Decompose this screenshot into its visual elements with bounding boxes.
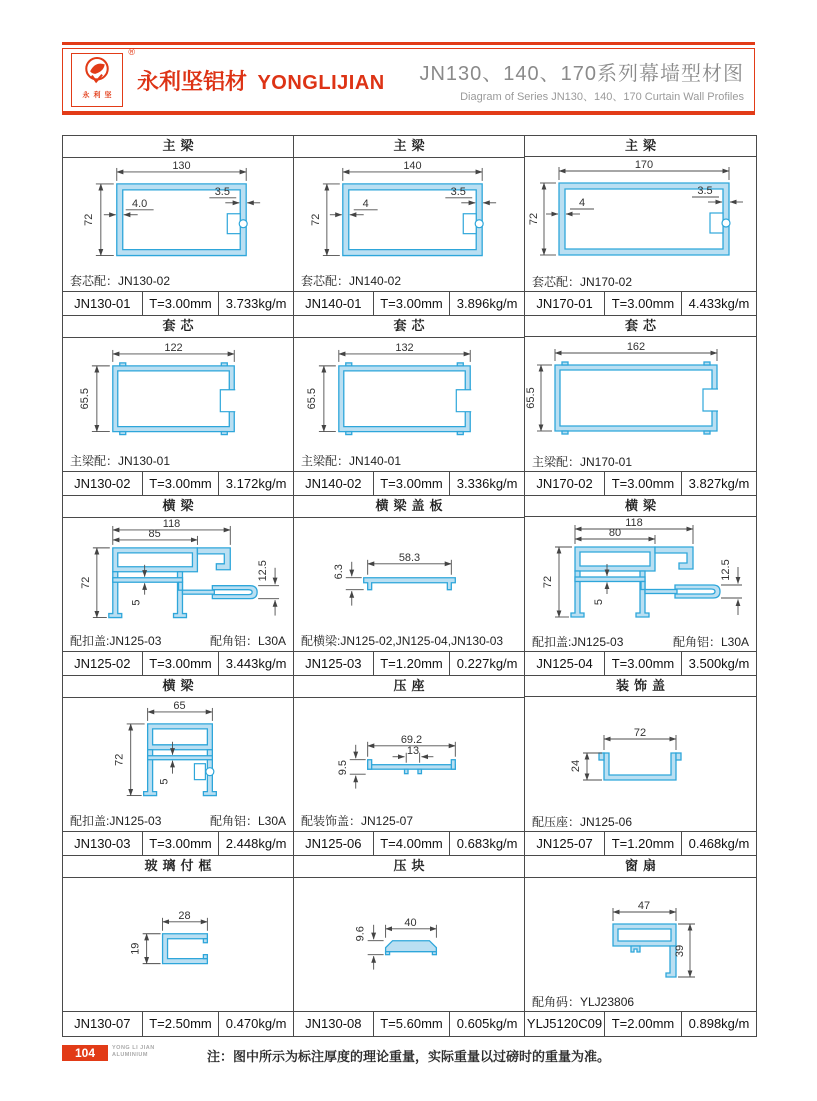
profile-title: 横梁 [525,496,756,517]
dim-label: 5 [593,599,605,606]
dim-label: 6.3 [332,563,345,579]
profile-drawing [63,698,293,812]
page-footer-note: 注：图中所示为标注厚度的理论重量，实际重量以过磅时的重量为准。 [206,1049,610,1064]
profile-drawing [525,878,756,992]
profile-card-jn125-06 [294,676,525,856]
profile-note-left: 配角码：YLJ23806 [532,995,635,1010]
profile-note-left: 套芯配：JN130-02 [70,274,171,289]
profile-note-left: 主梁配：JN140-01 [301,454,402,469]
dim-label: 58.3 [398,551,421,564]
profile-card-ylj5120c09 [525,856,756,1036]
profile-card-jn130-08 [294,856,525,1036]
dim-label: 12.5 [257,559,270,581]
dim-label: 3.5 [697,185,713,198]
dim-label: 140 [403,159,422,172]
profile-thickness: T=1.20mm [373,652,450,675]
profile-card-jn125-04 [525,496,756,676]
profile-thickness: T=3.00mm [142,652,219,675]
brand-logo-characters: 永利坚 [82,92,116,99]
profile-weight: 3.336kg/m [449,472,524,495]
profile-cross-section-svg [63,698,293,812]
brand-logo-box [71,53,123,107]
profile-cross-section-svg [525,157,756,271]
profile-cross-section-svg [294,158,524,272]
profile-model: JN140-01 [305,295,362,311]
dim-label: 118 [162,517,181,530]
profile-weight: 3.443kg/m [218,652,293,675]
profile-note-left: 主梁配：JN170-01 [532,454,633,469]
profile-cross-section-svg [294,878,524,992]
profile-title: 主梁 [525,136,756,157]
profile-card-jn130-02 [63,316,294,496]
brand-name [137,65,385,96]
dim-label: 72 [633,727,647,740]
dim-label: 5 [130,599,143,606]
profile-thickness: T=3.00mm [373,472,450,495]
profile-drawing [525,697,756,811]
profile-title: 套芯 [525,316,756,337]
profile-spec-row [63,831,293,855]
dim-label: 28 [178,909,191,922]
profile-card-jn125-07 [525,676,756,856]
dim-label: 72 [79,576,92,589]
brand-logo [71,47,135,107]
profile-note-left: 套芯配：JN140-02 [301,274,402,289]
profile-card-jn130-03 [63,676,294,856]
dim-label: 162 [626,341,646,354]
dim-label: 72 [82,213,95,226]
dim-label: 5 [158,778,171,785]
profile-cross-section-svg [525,337,756,451]
profile-spec-row [63,1011,293,1036]
profile-thickness: T=1.20mm [604,832,681,855]
profile-card-jn125-03 [294,496,525,676]
profile-weight: 0.227kg/m [449,652,524,675]
profile-model: JN170-02 [536,475,593,491]
dim-label: 4 [578,197,586,210]
profile-drawing [294,338,524,452]
profile-weight: 0.683kg/m [449,832,524,855]
profile-card-jn130-01 [63,136,294,316]
profile-model: JN170-01 [536,295,593,311]
dim-label: 3.5 [214,185,230,198]
profile-note-left: 配装饰盖：JN125-07 [301,814,414,829]
profile-card-jn170-02 [525,316,756,496]
profile-title: 套芯 [63,316,293,338]
brand-emblem-icon [78,55,116,91]
dim-label: 72 [113,753,126,766]
profile-model: JN140-02 [305,475,362,491]
profile-cross-section-svg [294,338,524,452]
profile-note-left: 配扣盖:JN125-03 [532,634,624,649]
profile-spec-row [294,651,524,675]
page-footer-brand-line1: YONG LI JIAN [112,1045,155,1051]
profile-cross-section-svg [294,518,524,632]
profile-model: JN130-08 [305,1016,362,1032]
dim-label: 65 [173,699,186,712]
dim-label: 80 [608,527,622,540]
profile-model: JN125-02 [74,655,131,671]
profile-title: 横梁盖板 [294,496,524,518]
profile-spec-row [63,651,293,675]
dim-label: 130 [172,159,191,172]
dim-label: 118 [625,517,643,530]
profile-drawing [63,158,293,272]
profile-card-jn125-02 [63,496,294,676]
profile-weight: 0.468kg/m [681,832,756,855]
profile-model: JN130-01 [74,295,131,311]
profile-title: 压座 [294,676,524,698]
page-footer-brand-line2: ALUMINIUM [112,1052,148,1058]
profile-model: JN125-04 [536,655,593,671]
header-top-rule [62,42,755,45]
profile-thickness: T=3.00mm [142,832,219,855]
dim-label: 65.5 [78,387,91,409]
profile-drawing [294,698,524,812]
profile-model: JN125-06 [305,835,362,851]
profile-spec-row [525,291,756,315]
dim-label: 24 [570,760,582,773]
profile-weight: 4.433kg/m [681,292,756,315]
profile-spec-row [525,471,756,495]
profile-cross-section-svg [63,518,293,632]
dim-label: 72 [528,213,540,226]
dim-label: 65.5 [305,387,318,409]
dim-label: 85 [148,527,161,540]
profile-weight: 3.896kg/m [449,292,524,315]
profile-model: JN125-07 [536,835,593,851]
profile-spec-row [294,831,524,855]
dim-label: 40 [404,916,417,929]
profile-note-left: 配压座：JN125-06 [532,814,633,829]
profile-cross-section-svg [63,338,293,452]
profile-spec-row [525,1011,756,1036]
profile-note-left: 套芯配：JN170-02 [532,274,633,289]
dim-label: 39 [674,944,686,957]
profile-model: JN130-07 [74,1016,131,1032]
profile-thickness: T=5.60mm [373,1012,450,1036]
profile-thickness: T=3.00mm [604,652,681,675]
profile-weight: 3.172kg/m [218,472,293,495]
dim-label: 122 [164,341,183,354]
profile-note-right: 配角铝：L30A [672,634,749,649]
profile-weight: 3.500kg/m [681,652,756,675]
dim-label: 9.5 [336,759,349,775]
profile-thickness: T=2.50mm [142,1012,219,1036]
profile-drawing [294,518,524,632]
profile-note-left: 配扣盖:JN125-03 [70,814,162,829]
profile-spec-row [294,1011,524,1036]
dim-label: 3.5 [450,185,466,198]
profile-thickness: T=3.00mm [373,292,450,315]
dim-label: 72 [309,213,322,226]
profile-cross-section-svg [525,878,756,992]
profile-title: 主梁 [63,136,293,158]
profile-drawing [63,878,293,992]
profile-cross-section-svg [63,158,293,272]
profile-title: 横梁 [63,676,293,698]
profile-card-jn170-01 [525,136,756,316]
profile-model: JN130-03 [74,835,131,851]
profile-weight: 3.733kg/m [218,292,293,315]
dim-label: 132 [395,341,414,354]
profile-drawing [63,518,293,632]
profile-thickness: T=4.00mm [373,832,450,855]
profile-spec-row [525,831,756,855]
profile-title: 套芯 [294,316,524,338]
profile-title: 压块 [294,856,524,878]
profile-spec-row [63,291,293,315]
registered-mark: ® [128,47,135,57]
dim-label: 65.5 [525,387,537,410]
profile-card-jn140-02 [294,316,525,496]
profile-note-left: 主梁配：JN130-01 [70,454,171,469]
profile-cross-section-svg [63,878,293,992]
profile-cross-section-svg [294,698,524,812]
profile-title: 横梁 [63,496,293,518]
profile-title: 主梁 [294,136,524,158]
page-subtitle: Diagram of Series JN130、140、170 Curtain Wall Profiles [460,90,744,103]
profile-title: 装饰盖 [525,676,756,697]
dim-label: 72 [542,576,554,589]
profile-cross-section-svg [525,697,756,811]
profile-spec-row [63,471,293,495]
profile-drawing [525,157,756,271]
profile-note-right: 配角铝：L30A [209,814,286,829]
profile-weight: 0.898kg/m [681,1012,756,1036]
profile-drawing [525,517,756,631]
brand-name-en: YONGLIJIAN [257,71,385,94]
profile-note-left: 配横梁:JN125-02,JN125-04,JN130-03 [301,634,504,649]
dim-label: 4.0 [132,197,148,210]
profile-card-jn130-07 [63,856,294,1036]
profile-cross-section-svg [525,517,756,631]
dim-label: 9.6 [354,925,367,942]
profile-weight: 2.448kg/m [218,832,293,855]
profile-drawing [63,338,293,452]
dim-label: 13 [406,744,420,757]
profile-thickness: T=3.00mm [604,472,681,495]
profile-spec-row [525,651,756,675]
profile-card-jn140-01 [294,136,525,316]
page-title: JN130、140、170系列幕墙型材图 [419,62,744,85]
page-header [62,48,755,115]
dim-label: 170 [634,159,654,172]
profile-model: YLJ5120C09 [526,1016,603,1032]
profile-note-right: 配角铝：L30A [209,634,286,649]
profile-spec-row [294,471,524,495]
brand-name-cn: 永利坚铝材 [137,68,248,94]
dim-label: 19 [129,942,142,955]
profile-drawing [525,337,756,451]
profile-model: JN130-02 [74,475,131,491]
profile-title: 窗扇 [525,856,756,878]
profile-drawing [294,878,524,992]
page-title-block [419,57,754,104]
profile-drawing [294,158,524,272]
profile-title: 玻璃付框 [63,856,293,878]
dim-label: 69.2 [400,733,423,746]
profile-weight: 0.470kg/m [218,1012,293,1036]
profile-model: JN125-03 [305,655,362,671]
profile-table [62,135,757,1037]
profile-weight: 0.605kg/m [449,1012,524,1036]
profile-thickness: T=2.00mm [604,1012,681,1036]
page-number-badge: 104 [62,1045,108,1061]
profile-thickness: T=3.00mm [604,292,681,315]
profile-thickness: T=3.00mm [142,472,219,495]
profile-weight: 3.827kg/m [681,472,756,495]
profile-spec-row [294,291,524,315]
dim-label: 47 [637,899,651,912]
profile-note-left: 配扣盖:JN125-03 [70,634,162,649]
dim-label: 4 [362,197,369,210]
profile-thickness: T=3.00mm [142,292,219,315]
dim-label: 12.5 [720,559,732,582]
